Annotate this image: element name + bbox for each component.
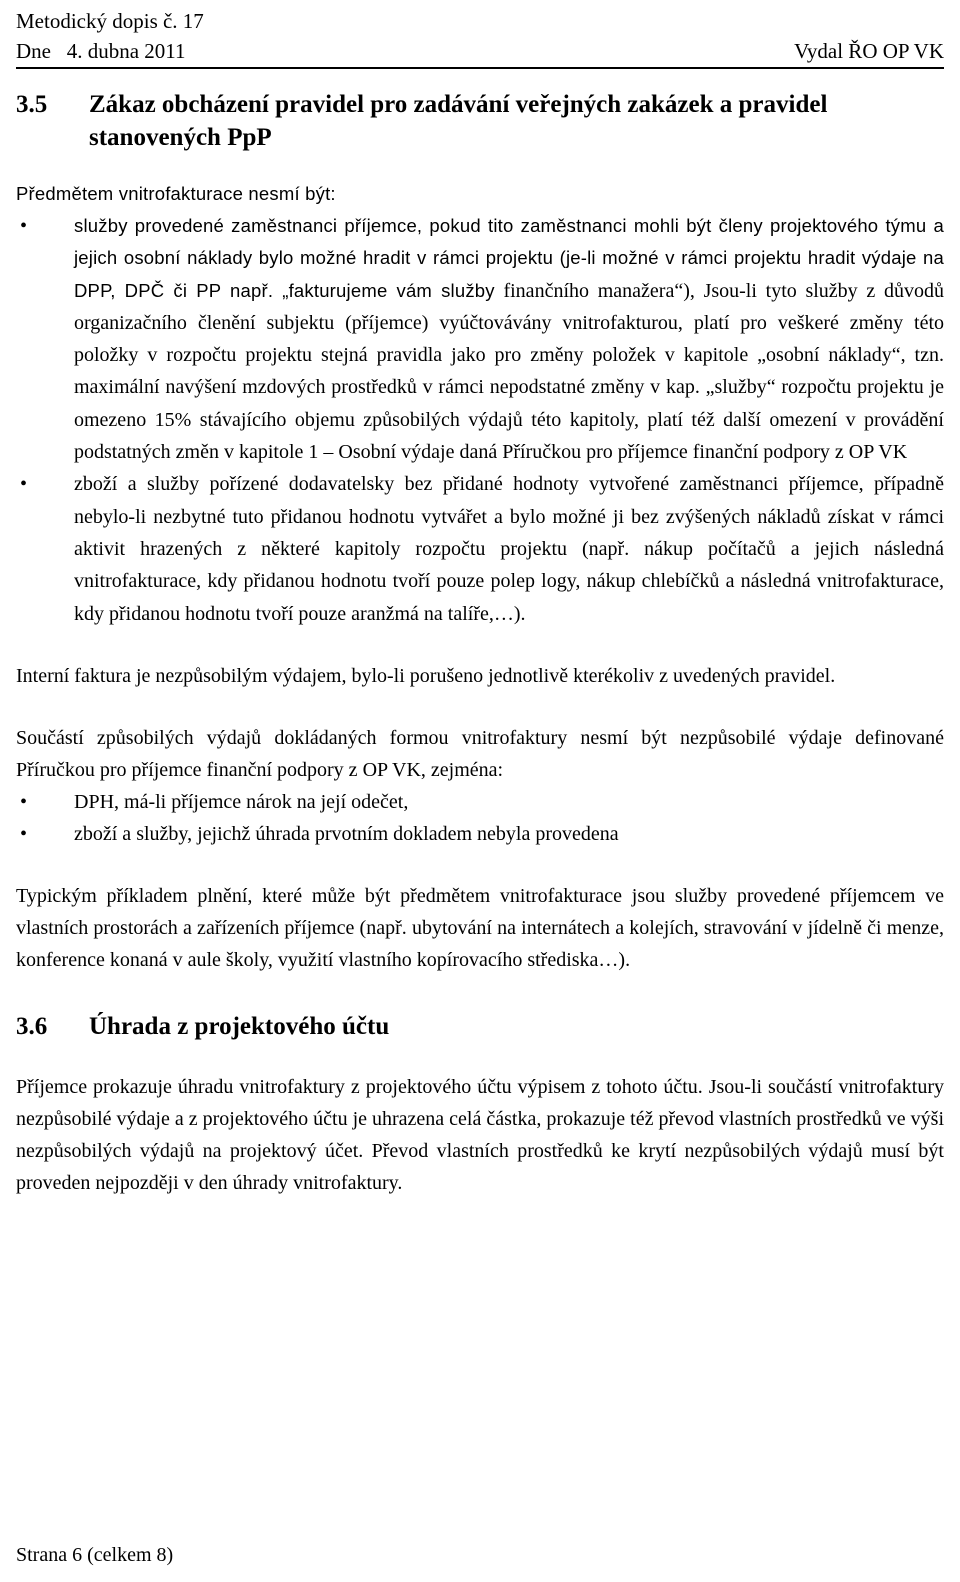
header-issuer: Vydal ŘO OP VK (794, 39, 944, 63)
section-heading-3-6 (16, 1010, 944, 1043)
prohibited-list (16, 210, 944, 630)
document-title: Metodický dopis č. 17 (16, 9, 204, 33)
header-row (16, 36, 944, 66)
intro-paragraph: Předmětem vnitrofakturace nesmí být: (16, 183, 336, 204)
section-number: 3.5 (16, 91, 48, 118)
header-rule (16, 67, 944, 69)
section-title: Zákaz obcházení pravidel pro zadávání veřejných zakázek a pravidel stanovených PpP (89, 91, 828, 151)
section-title: Úhrada z projektového účtu (89, 1013, 390, 1041)
section-number: 3.6 (16, 1013, 48, 1041)
list-item-text-sans: služby provedené zaměstnanci příjemce, pokud tito zaměstnanci mohli být členy projektového týmu a jejich osobní náklady bylo možné hradit v rámci projektu (je-li možné v rámci projektu hradit výdaje na DPP, DPČ či PP např. „fakturujeme vám služby (74, 215, 944, 301)
document-body (16, 88, 944, 1199)
list-item (16, 786, 944, 818)
list-item (16, 818, 944, 850)
list-item-text: zboží a služby pořízené dodavatelsky bez přidané hodnoty vytvořené zaměstnanci příjemce, případně nebylo-li nezbytné tuto přidanou hodnotu vytvářet a bylo možné ji bez zvýšených nákladů získat v rámci aktivit hrazených z některé kapitoly rozpočtu projektu (např. nákup počítačů a jejich následná vnitrofakturace, kdy přidanou hodnotu tvoří pouze polep logy, nákup chlebíčků a následná vnitrofakturace, kdy přidanou hodnotu tvoří pouze aranžmá na talíře,…). (74, 473, 944, 625)
paragraph-ineligible: Součástí způsobilých výdajů dokládaných formou vnitrofaktury nesmí být nezpůsobilé výdaje definované Příručkou pro příjemce finanční podpory z OP VK, zejména: (16, 726, 944, 781)
page-footer: Strana 6 (celkem 8) (16, 1544, 174, 1566)
bullet-icon: • (20, 823, 28, 846)
paragraph-typical-example: Typickým příkladem plnění, které může být předmětem vnitrofakturace jsou služby provedené příjemcem ve vlastních prostorách a zařízeních příjemce (např. ubytování na internátech a kolejích, stravování v jídelně či menze, konference konaná v aule školy, využití vlastního kopírovacího střediska…). (16, 885, 944, 972)
list-item (16, 210, 944, 468)
list-item (16, 468, 944, 629)
bullet-icon: • (20, 473, 28, 496)
ineligible-list (16, 786, 944, 851)
paragraph-payment: Příjemce prokazuje úhradu vnitrofaktury z projektového účtu výpisem z tohoto účtu. Jsou-li součástí vnitrofaktury nezpůsobilé výdaje a z projektového účtu je uhrazena celá částka, prokazuje též převod vlastních prostředků ve výši nezpůsobilých výdajů na projektový účet. Převod vlastních prostředků ke krytí nezpůsobilých výdajů musí být proveden nejpozději v den úhrady vnitrofaktury. (16, 1076, 944, 1195)
bullet-icon: • (20, 790, 28, 813)
header-date: Dne 4. dubna 2011 (16, 39, 186, 63)
list-item-text: DPH, má-li příjemce nárok na její odečet, (74, 790, 409, 813)
list-item-text: finančního manažera“), Jsou-li tyto služby z důvodů organizačního členění subjektu (příjemce) vyúčtovávány vnitrofakturou, platí pro veškeré změny této položky v rozpočtu projektu stejná pravidla jako pro změny položek v kapitole „osobní náklady“, tzn. maximální navýšení mzdových prostředků v rámci nepodstatné změny v kap. „služby“ rozpočtu projektu je omezeno 15% stávajícího objemu způsobilých výdajů této kapitoly, platí též další omezení v provádění podstatných změn v kapitole 1 – Osobní výdaje daná Příručkou pro příjemce finanční podpory z OP VK (74, 279, 944, 464)
page-header (16, 6, 944, 66)
bullet-icon: • (20, 215, 28, 237)
paragraph-internal-invoice: Interní faktura je nezpůsobilým výdajem, bylo-li porušeno jednotlivě kterékoliv z uvedených pravidel. (16, 664, 836, 687)
section-heading-3-5 (16, 88, 944, 154)
list-item-text: zboží a služby, jejichž úhrada prvotním dokladem nebyla provedena (74, 823, 619, 846)
